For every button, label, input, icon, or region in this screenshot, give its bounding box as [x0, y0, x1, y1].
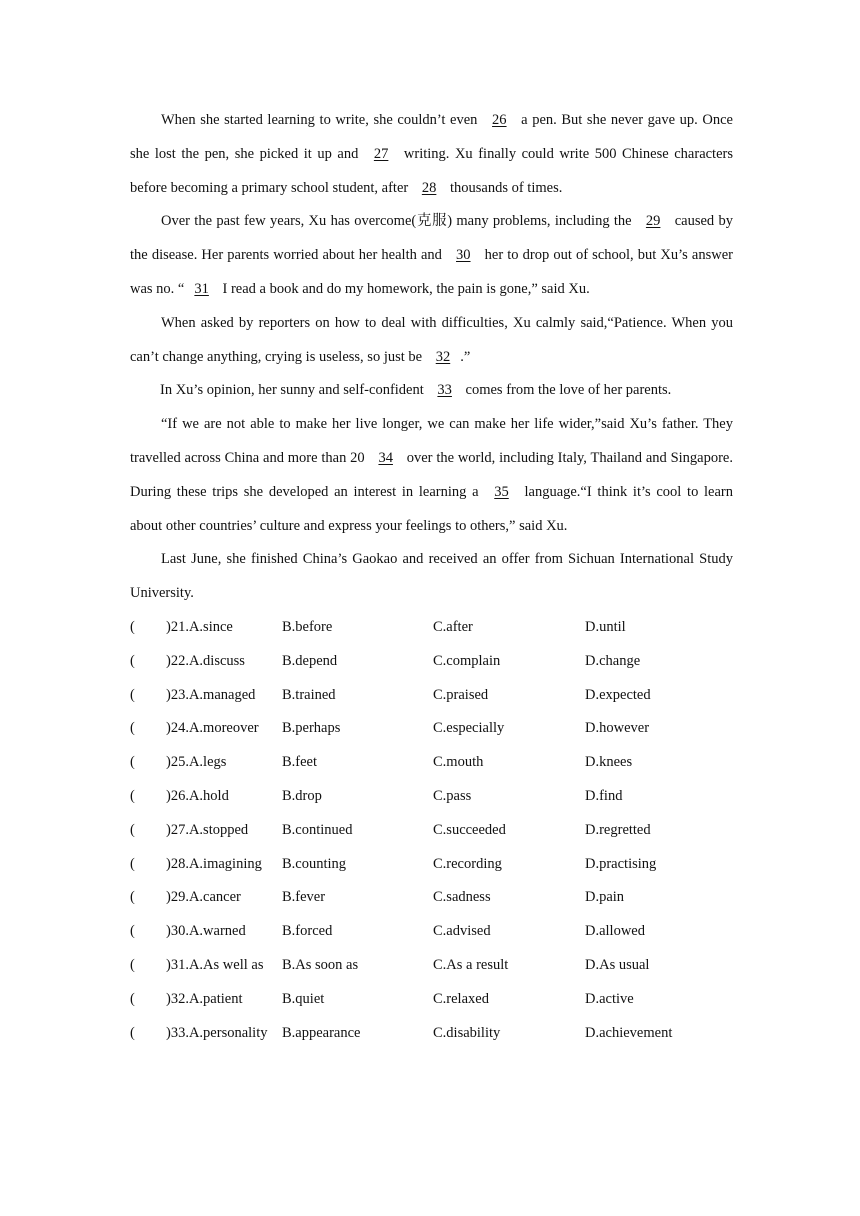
- option-b: B.fever: [282, 889, 326, 906]
- option-c: C.praised: [433, 686, 489, 703]
- option-a: )23.A.managed: [166, 686, 256, 703]
- question-row: [130, 645, 733, 679]
- option-a: )21.A.since: [166, 618, 233, 635]
- passage-text: I read a book and do my homework, the pain is gone,” said Xu.: [218, 280, 590, 297]
- question-row: [130, 611, 733, 645]
- option-a: )26.A.hold: [166, 787, 229, 804]
- option-b: B.depend: [282, 652, 338, 669]
- question-row: [130, 949, 733, 983]
- passage-text: “If we are not able to make her live longer, we can make her life wider,”said Xu’s father. They travelled across China and more than 20: [130, 416, 733, 466]
- option-b: B.feet: [282, 754, 318, 771]
- answer-bracket: (: [130, 720, 135, 737]
- answer-bracket: (: [130, 787, 135, 804]
- passage-text: comes from the love of her parents.: [461, 382, 672, 399]
- option-a: )32.A.patient: [166, 990, 243, 1007]
- option-d: D.achievement: [585, 1024, 673, 1041]
- question-row: [130, 712, 733, 746]
- option-c: C.As a result: [433, 956, 509, 973]
- option-c: C.mouth: [433, 754, 484, 771]
- option-a: )27.A.stopped: [166, 821, 249, 838]
- document-page: [130, 104, 733, 1050]
- passage-text: Last June, she finished China’s Gaokao and received an offer from Sichuan International Study University.: [130, 551, 733, 602]
- question-row: [130, 746, 733, 780]
- passage-text: When she started learning to write, she couldn’t even: [161, 112, 483, 128]
- answer-blank: 34: [378, 449, 393, 466]
- option-d: D.allowed: [585, 923, 645, 940]
- answer-blank: 35: [494, 483, 509, 500]
- paragraph-3: [130, 307, 733, 375]
- option-b: B.trained: [282, 686, 336, 703]
- option-b: B.before: [282, 618, 333, 635]
- option-b: B.quiet: [282, 990, 325, 1007]
- option-d: D.practising: [585, 855, 657, 872]
- option-c: C.relaxed: [433, 990, 489, 1007]
- answer-bracket: (: [130, 686, 135, 703]
- answer-blank: 30: [456, 247, 471, 264]
- passage-text: Over the past few years, Xu has overcome(克服) many problems, including the: [161, 213, 636, 230]
- passage-text: language.“I think it’s cool to learn about other countries’ culture and express your feelings to others,” said Xu.: [130, 483, 734, 534]
- option-d: D.As usual: [585, 956, 650, 973]
- option-a: )22.A.discuss: [166, 652, 245, 669]
- option-c: C.after: [433, 618, 473, 635]
- option-d: D.however: [585, 720, 650, 737]
- passage-text: In Xu’s opinion, her sunny and self-confident: [160, 382, 428, 399]
- option-c: C.disability: [433, 1024, 501, 1041]
- paragraph-4: [130, 374, 733, 408]
- option-a: )25.A.legs: [166, 754, 227, 771]
- paragraph-6: [130, 543, 733, 611]
- answer-bracket: (: [130, 754, 135, 771]
- paragraph-5: [130, 408, 733, 543]
- question-row: [130, 679, 733, 713]
- option-b: B.As soon as: [282, 956, 359, 973]
- option-b: B.forced: [282, 923, 333, 940]
- option-a: )24.A.moreover: [166, 720, 259, 737]
- answer-blank: 31: [194, 280, 209, 297]
- option-b: B.counting: [282, 855, 347, 872]
- question-row: [130, 780, 733, 814]
- passage-text: When asked by reporters on how to deal with difficulties, Xu calmly said,“Patience. When you can’t change anything, crying is useless, so just be: [130, 314, 733, 365]
- question-row: [130, 915, 733, 949]
- option-a: )31.A.As well as: [166, 956, 264, 973]
- answer-bracket: (: [130, 855, 135, 872]
- option-c: C.pass: [433, 787, 472, 804]
- question-list: [130, 611, 733, 1050]
- answer-bracket: (: [130, 618, 135, 635]
- answer-blank: 26: [492, 112, 507, 128]
- answer-blank: 28: [421, 179, 437, 196]
- passage-text: caused by the disease. Her parents worried about her health and: [130, 213, 733, 264]
- passage-text: .”: [460, 348, 471, 365]
- option-b: B.appearance: [282, 1024, 361, 1041]
- option-d: D.pain: [585, 889, 625, 906]
- answer-bracket: (: [130, 990, 135, 1007]
- option-a: )33.A.personality: [166, 1024, 268, 1041]
- passage-text: over the world, including Italy, Thailand and Singapore. During these trips she developed an interest in learning a: [130, 449, 733, 500]
- question-row: [130, 881, 733, 915]
- option-c: C.especially: [433, 720, 505, 737]
- option-a: )30.A.warned: [166, 923, 246, 940]
- answer-blank: 29: [645, 213, 661, 230]
- option-c: C.succeeded: [433, 821, 506, 838]
- passage-text: a pen. But she never gave up. Once she lost the pen, she picked it up and: [130, 112, 733, 162]
- option-c: C.complain: [433, 652, 501, 669]
- option-d: D.active: [585, 990, 634, 1007]
- question-row: [130, 983, 733, 1017]
- answer-bracket: (: [130, 1024, 135, 1041]
- option-c: C.recording: [433, 855, 502, 872]
- option-a: )28.A.imagining: [166, 855, 262, 872]
- paragraph-1: [130, 104, 733, 205]
- answer-bracket: (: [130, 652, 135, 669]
- answer-bracket: (: [130, 956, 135, 973]
- option-c: C.advised: [433, 923, 491, 940]
- answer-blank: 27: [373, 145, 389, 162]
- answer-bracket: (: [130, 889, 135, 906]
- option-d: D.expected: [585, 686, 651, 703]
- answer-bracket: (: [130, 923, 135, 940]
- option-b: B.continued: [282, 821, 353, 838]
- answer-blank: 32: [435, 348, 451, 365]
- option-d: D.change: [585, 652, 641, 669]
- option-d: D.find: [585, 787, 623, 804]
- option-b: B.perhaps: [282, 720, 341, 737]
- cloze-passage: [130, 104, 733, 611]
- passage-text: writing. Xu finally could write 500 Chinese characters before becoming a primary school student, after: [130, 145, 733, 196]
- option-b: B.drop: [282, 787, 322, 804]
- option-c: C.sadness: [433, 889, 491, 906]
- answer-blank: 33: [437, 382, 452, 399]
- question-row: [130, 1017, 733, 1051]
- option-d: D.knees: [585, 754, 633, 771]
- answer-bracket: (: [130, 821, 135, 838]
- passage-text: thousands of times.: [446, 179, 563, 196]
- question-row: [130, 848, 733, 882]
- option-d: D.until: [585, 618, 626, 635]
- paragraph-2: [130, 205, 733, 306]
- question-row: [130, 814, 733, 848]
- option-d: D.regretted: [585, 821, 651, 838]
- option-a: )29.A.cancer: [166, 889, 241, 906]
- passage-text: her to drop out of school, but Xu’s answer was no. “: [130, 247, 733, 297]
